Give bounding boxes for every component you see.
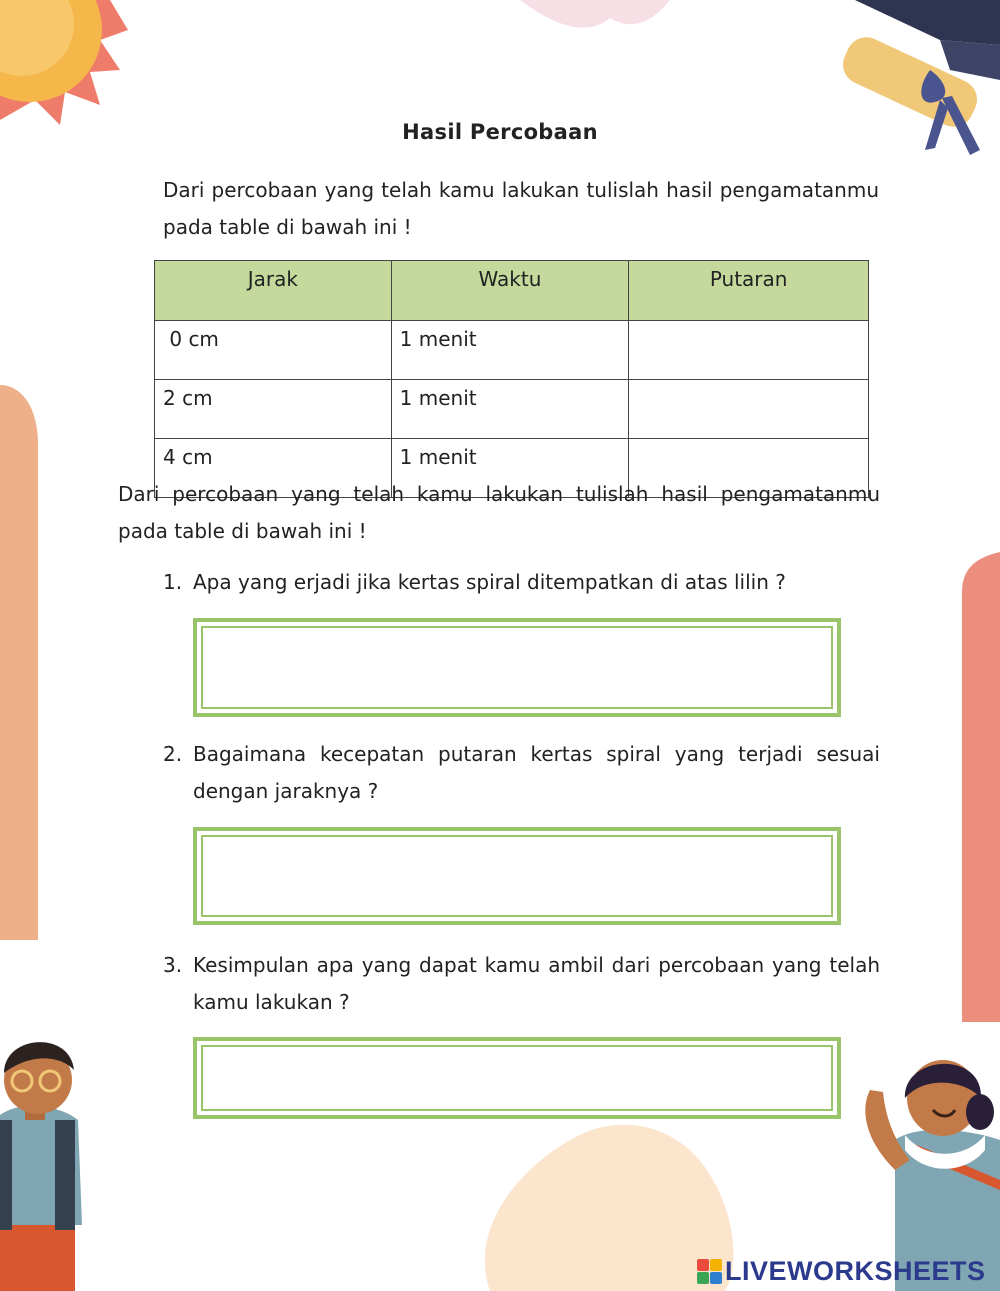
logo-text: LIVEWORKSHEETS — [725, 1256, 986, 1286]
logo-mark-icon — [697, 1259, 723, 1285]
sun-illustration — [0, 0, 130, 130]
cell-putaran-input[interactable] — [629, 321, 869, 380]
cell-waktu: 1 menit — [391, 439, 629, 498]
second-paragraph: Dari percobaan yang telah kamu lakukan tulislah hasil pengamatanmu pada table di bawah ini ! — [118, 482, 880, 543]
page-title: Hasil Percobaan — [402, 120, 598, 144]
question-text: Kesimpulan apa yang dapat kamu ambil dari percobaan yang telah kamu lakukan ? — [193, 953, 880, 1014]
cell-waktu: 1 menit — [391, 380, 629, 439]
cell-putaran-input[interactable] — [629, 380, 869, 439]
girl-illustration — [855, 1040, 1000, 1291]
question-text: Bagaimana kecepatan putaran kertas spiral yang terjadi sesuai dengan jaraknya ? — [193, 742, 880, 803]
cell-jarak: 4 cm — [155, 439, 392, 498]
table-row — [155, 321, 869, 380]
liveworksheets-logo — [697, 1256, 986, 1287]
cell-jarak: 2 cm — [155, 380, 392, 439]
intro-paragraph: Dari percobaan yang telah kamu lakukan tulislah hasil pengamatanmu pada table di bawah ini ! — [163, 178, 879, 239]
table-row — [155, 380, 869, 439]
graduation-cap-illustration — [830, 0, 1000, 170]
answer-box-1[interactable] — [193, 618, 841, 717]
header-waktu: Waktu — [391, 261, 629, 321]
cell-jarak: 0 cm — [155, 321, 392, 380]
orange-side-shape — [0, 385, 40, 940]
cell-waktu: 1 menit — [391, 321, 629, 380]
question-number: 2. — [163, 742, 183, 766]
answer-box-2[interactable] — [193, 827, 841, 925]
header-jarak: Jarak — [155, 261, 392, 321]
observation-table — [154, 260, 869, 498]
pink-blob-top — [520, 0, 670, 50]
answer-box-3[interactable] — [193, 1037, 841, 1119]
header-putaran: Putaran — [629, 261, 869, 321]
question-number: 1. — [163, 570, 183, 594]
question-1 — [163, 564, 880, 601]
coral-side-shape — [958, 552, 1000, 1022]
question-text: Apa yang erjadi jika kertas spiral ditempatkan di atas lilin ? — [193, 570, 786, 594]
question-2 — [163, 736, 880, 810]
question-number: 3. — [163, 953, 183, 977]
table-header-row — [155, 261, 869, 321]
boy-illustration — [0, 1025, 90, 1291]
question-3 — [163, 947, 880, 1021]
